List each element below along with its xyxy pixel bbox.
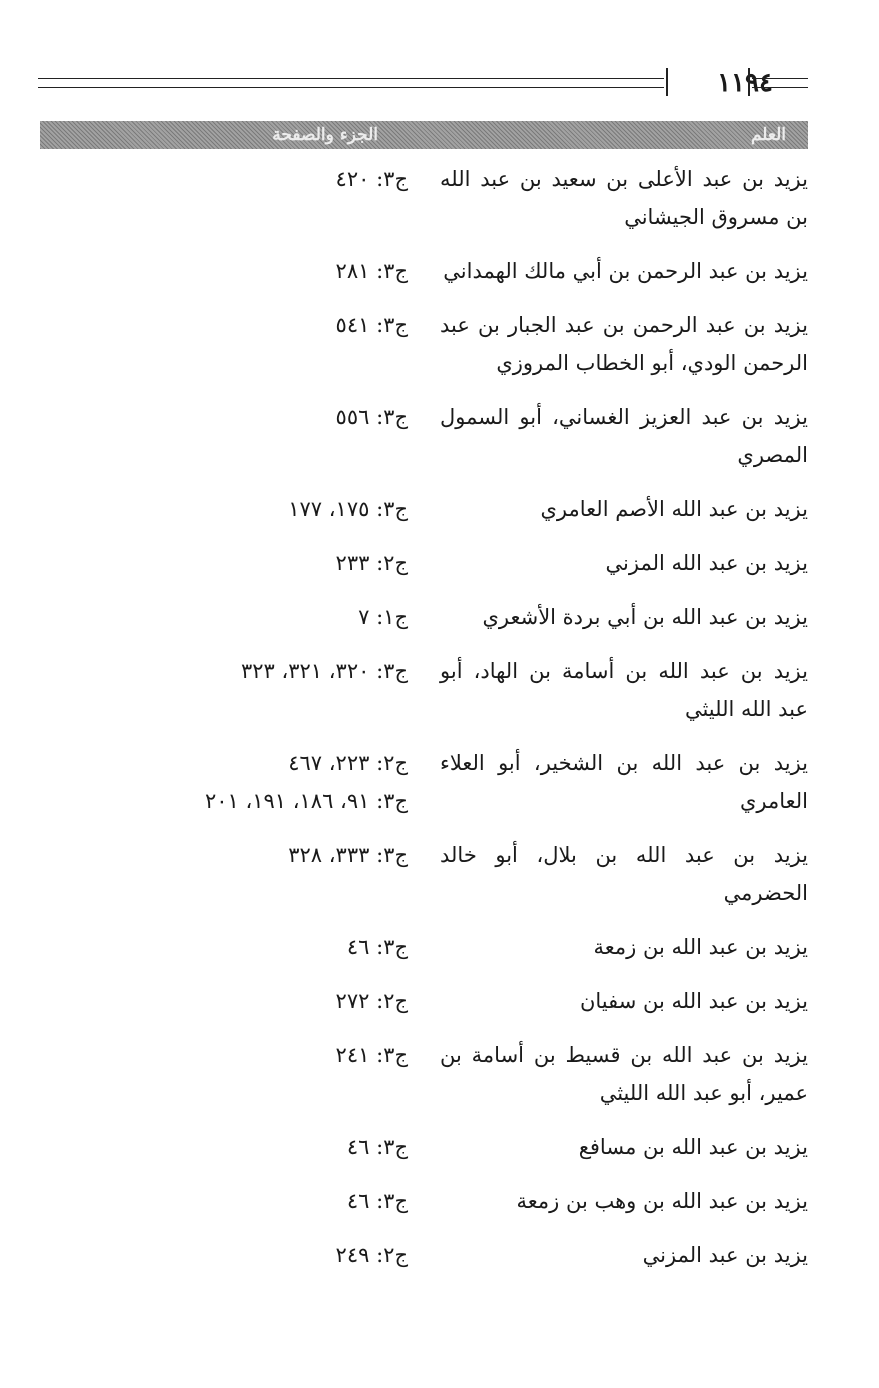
entry-name: يزيد بن عبد الله بن الشخير، أبو العلاء العامري bbox=[440, 751, 808, 813]
entry-reference: ج٣: ٥٥٦ bbox=[335, 405, 408, 429]
entry-reference: ج١: ٧ bbox=[358, 605, 408, 629]
rule-divider-right bbox=[748, 68, 750, 96]
entry-reference: ج٣: ٣٢٠، ٣٢١، ٣٢٣ bbox=[240, 659, 408, 683]
entry-reference: ج٣: ٤٦ bbox=[346, 1189, 408, 1213]
entry-references bbox=[40, 928, 440, 966]
entry-reference: ج٣: ١٧٥، ١٧٧ bbox=[288, 497, 408, 521]
entry-name: يزيد بن عبد المزني bbox=[642, 1243, 808, 1267]
index-entry bbox=[40, 306, 810, 382]
entry-name: يزيد بن عبد الله بن بلال، أبو خالد الحضرمي bbox=[440, 843, 808, 905]
entry-references bbox=[40, 544, 440, 582]
page-number: ١١٩٤ bbox=[717, 68, 773, 98]
entry-name: يزيد بن عبد الله بن مسافع bbox=[578, 1135, 808, 1159]
entry-references bbox=[40, 490, 440, 528]
index-entry bbox=[40, 598, 810, 636]
entry-name: يزيد بن عبد الله المزني bbox=[605, 551, 808, 575]
index-entry bbox=[40, 1236, 810, 1274]
header-ref-label: الجزء والصفحة bbox=[272, 125, 378, 145]
entry-reference: ج٣: ٩١، ١٨٦، ١٩١، ٢٠١ bbox=[204, 789, 408, 813]
entry-reference: ج٢: ٢٤٩ bbox=[335, 1243, 408, 1267]
entry-references bbox=[40, 1128, 440, 1166]
entry-references bbox=[40, 160, 440, 198]
entry-reference: ج٣: ٢٤١ bbox=[335, 1043, 408, 1067]
entry-reference: ج٢: ٢٣٣ bbox=[335, 551, 408, 575]
table-header bbox=[40, 121, 808, 149]
entry-reference: ج٣: ٤٦ bbox=[346, 1135, 408, 1159]
rule-divider-left bbox=[666, 68, 668, 96]
entry-references bbox=[40, 982, 440, 1020]
entry-reference: ج٣: ٤٦ bbox=[346, 935, 408, 959]
entry-references bbox=[40, 744, 440, 820]
entry-reference: ج٢: ٢٢٣، ٤٦٧ bbox=[288, 751, 408, 775]
entry-name: يزيد بن عبد الله بن زمعة bbox=[593, 935, 808, 959]
index-entry bbox=[40, 160, 810, 236]
entry-name: يزيد بن عبد الله بن وهب بن زمعة bbox=[516, 1189, 808, 1213]
index-entry bbox=[40, 1128, 810, 1166]
index-entry bbox=[40, 544, 810, 582]
entry-references bbox=[40, 398, 440, 436]
rule-right-double-line bbox=[752, 78, 808, 88]
entry-references bbox=[40, 1036, 440, 1074]
rule-left-double-line bbox=[38, 78, 664, 88]
index-entry bbox=[40, 1036, 810, 1112]
index-entry bbox=[40, 398, 810, 474]
entry-reference: ج٣: ٤٢٠ bbox=[335, 167, 408, 191]
entry-name: يزيد بن عبد الله بن أسامة بن الهاد، أبو عبد الله الليثي bbox=[440, 659, 808, 721]
entry-references bbox=[40, 652, 440, 690]
entry-reference: ج٢: ٢٧٢ bbox=[335, 989, 408, 1013]
index-entry bbox=[40, 982, 810, 1020]
entry-name: يزيد بن عبد الرحمن بن عبد الجبار بن عبد الرحمن الودي، أبو الخطاب المروزي bbox=[440, 313, 808, 375]
entry-references bbox=[40, 598, 440, 636]
entry-name: يزيد بن عبد الله بن أبي بردة الأشعري bbox=[482, 605, 808, 629]
index-entry bbox=[40, 652, 810, 728]
entry-name: يزيد بن عبد الأعلى بن سعيد بن عبد الله بن مسروق الجيشاني bbox=[440, 167, 808, 229]
entry-references bbox=[40, 836, 440, 874]
entry-name: يزيد بن عبد الرحمن بن أبي مالك الهمداني bbox=[443, 259, 808, 283]
entry-references bbox=[40, 1236, 440, 1274]
entry-name: يزيد بن عبد الله الأصم العامري bbox=[540, 497, 808, 521]
entry-name: يزيد بن عبد الله بن سفيان bbox=[579, 989, 808, 1013]
index-entry bbox=[40, 744, 810, 820]
entry-reference: ج٣: ٢٨١ bbox=[335, 259, 408, 283]
entry-reference: ج٣: ٥٤١ bbox=[335, 313, 408, 337]
entry-references bbox=[40, 252, 440, 290]
header-name-label: العلم bbox=[750, 125, 786, 145]
index-entry bbox=[40, 490, 810, 528]
index-entry bbox=[40, 252, 810, 290]
entry-references bbox=[40, 1182, 440, 1220]
page-header-rule bbox=[38, 64, 808, 102]
index-entry bbox=[40, 928, 810, 966]
entry-references bbox=[40, 306, 440, 344]
entry-name: يزيد بن عبد العزيز الغساني، أبو السمول المصري bbox=[440, 405, 808, 467]
entry-name: يزيد بن عبد الله بن قسيط بن أسامة بن عمير، أبو عبد الله الليثي bbox=[440, 1043, 808, 1105]
entry-reference: ج٣: ٣٣٣، ٣٢٨ bbox=[288, 843, 408, 867]
index-entries bbox=[40, 160, 810, 1274]
index-entry bbox=[40, 836, 810, 912]
index-entry bbox=[40, 1182, 810, 1220]
